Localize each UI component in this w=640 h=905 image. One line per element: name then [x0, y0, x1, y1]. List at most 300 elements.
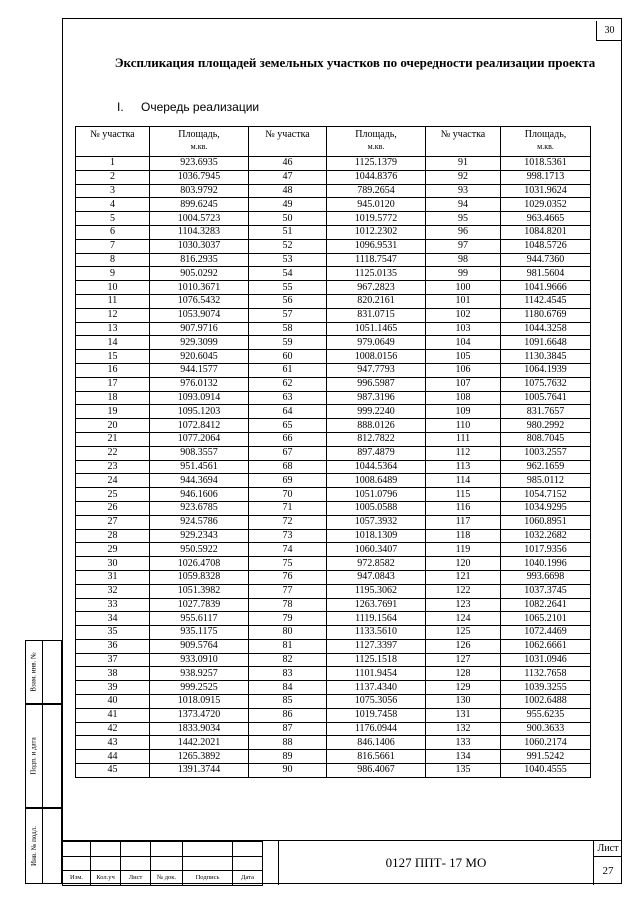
lot-number-cell: 110 — [426, 419, 501, 433]
area-cell: 1031.9624 — [501, 184, 591, 198]
lot-number-cell: 127 — [426, 653, 501, 667]
area-cell: 947.0843 — [327, 570, 426, 584]
area-cell: 981.5604 — [501, 267, 591, 281]
lot-number-cell: 76 — [249, 570, 327, 584]
lot-number-cell: 1 — [76, 157, 150, 171]
area-cell: 1054.7152 — [501, 488, 591, 502]
area-cell: 1044.3258 — [501, 322, 591, 336]
area-cell: 1180.6769 — [501, 308, 591, 322]
lot-number-cell: 11 — [76, 294, 150, 308]
lot-number-cell: 54 — [249, 267, 327, 281]
area-cell: 1051.3982 — [150, 584, 249, 598]
table-row — [76, 308, 591, 322]
table-row — [76, 253, 591, 267]
area-cell: 1051.1465 — [327, 322, 426, 336]
lot-number-cell: 93 — [426, 184, 501, 198]
lot-number-cell: 102 — [426, 308, 501, 322]
table-row — [76, 322, 591, 336]
area-cell: 803.9792 — [150, 184, 249, 198]
lot-number-cell: 86 — [249, 708, 327, 722]
table-row — [76, 750, 591, 764]
lot-number-cell: 56 — [249, 294, 327, 308]
area-cell: 1008.0156 — [327, 350, 426, 364]
lot-number-cell: 135 — [426, 764, 501, 778]
title-block — [62, 840, 622, 884]
area-cell: 945.0120 — [327, 198, 426, 212]
lot-number-cell: 30 — [76, 557, 150, 571]
side-label-signature-date: Подп. и дата — [30, 737, 38, 775]
table-row — [76, 405, 591, 419]
area-cell: 993.6698 — [501, 570, 591, 584]
area-cell: 1037.3745 — [501, 584, 591, 598]
page-number-box: 30 — [596, 21, 622, 41]
lot-number-cell: 10 — [76, 281, 150, 295]
area-cell: 1012.2302 — [327, 225, 426, 239]
area-cell: 1176.0944 — [327, 722, 426, 736]
area-cell: 808.7045 — [501, 432, 591, 446]
area-cell: 1265.3892 — [150, 750, 249, 764]
lot-number-cell: 29 — [76, 543, 150, 557]
lot-number-cell: 98 — [426, 253, 501, 267]
area-cell: 1096.9531 — [327, 239, 426, 253]
lot-number-cell: 62 — [249, 377, 327, 391]
stamp-header-date: Дата — [233, 871, 263, 886]
revision-grid — [62, 841, 263, 886]
area-cell: 1027.7839 — [150, 598, 249, 612]
table-row — [76, 267, 591, 281]
area-cell: 996.5987 — [327, 377, 426, 391]
lot-number-cell: 5 — [76, 212, 150, 226]
table-row — [76, 529, 591, 543]
table-row — [76, 157, 591, 171]
area-cell: 929.3099 — [150, 336, 249, 350]
area-cell: 1391.3744 — [150, 764, 249, 778]
table-body — [76, 157, 591, 778]
table-row — [76, 612, 591, 626]
area-cell: 986.4067 — [327, 764, 426, 778]
area-cell: 831.0715 — [327, 308, 426, 322]
lot-number-cell: 121 — [426, 570, 501, 584]
lot-number-cell: 46 — [249, 157, 327, 171]
lot-number-cell: 75 — [249, 557, 327, 571]
table-row — [76, 488, 591, 502]
lot-number-cell: 81 — [249, 639, 327, 653]
lot-number-cell: 107 — [426, 377, 501, 391]
area-cell: 1060.8951 — [501, 515, 591, 529]
lot-number-cell: 119 — [426, 543, 501, 557]
table-row — [76, 764, 591, 778]
area-cell: 1030.3037 — [150, 239, 249, 253]
lot-number-cell: 60 — [249, 350, 327, 364]
lot-number-cell: 111 — [426, 432, 501, 446]
area-cell: 987.3196 — [327, 391, 426, 405]
area-cell: 1833.9034 — [150, 722, 249, 736]
table-row — [76, 653, 591, 667]
area-cell: 1137.4340 — [327, 681, 426, 695]
lot-number-cell: 97 — [426, 239, 501, 253]
stamp-header-sheet: Лист — [121, 871, 151, 886]
area-cell: 999.2240 — [327, 405, 426, 419]
area-cell: 1019.5772 — [327, 212, 426, 226]
area-cell: 1101.9454 — [327, 667, 426, 681]
header-lot: № участка — [76, 127, 150, 157]
lot-number-cell: 41 — [76, 708, 150, 722]
area-cell: 1019.7458 — [327, 708, 426, 722]
table-header-row — [76, 127, 591, 157]
table-row — [76, 294, 591, 308]
lot-number-cell: 44 — [76, 750, 150, 764]
area-cell: 1053.9074 — [150, 308, 249, 322]
area-cell: 1051.0796 — [327, 488, 426, 502]
lot-number-cell: 25 — [76, 488, 150, 502]
lot-number-cell: 67 — [249, 446, 327, 460]
area-cell: 846.1406 — [327, 736, 426, 750]
area-cell: 1004.5723 — [150, 212, 249, 226]
lot-number-cell: 134 — [426, 750, 501, 764]
area-cell: 933.0910 — [150, 653, 249, 667]
side-cell — [43, 640, 62, 704]
header-lot: № участка — [249, 127, 327, 157]
area-cell: 946.1606 — [150, 488, 249, 502]
lot-number-cell: 84 — [249, 681, 327, 695]
lot-number-cell: 53 — [249, 253, 327, 267]
area-cell: 1018.1309 — [327, 529, 426, 543]
area-cell: 1142.4545 — [501, 294, 591, 308]
area-cell: 1026.4708 — [150, 557, 249, 571]
table-row — [76, 722, 591, 736]
lot-number-cell: 101 — [426, 294, 501, 308]
area-cell: 1104.3283 — [150, 225, 249, 239]
lot-number-cell: 21 — [76, 432, 150, 446]
header-area: Площадь, м.кв. — [150, 127, 249, 157]
lot-number-cell: 69 — [249, 474, 327, 488]
lot-number-cell: 2 — [76, 170, 150, 184]
area-cell: 1127.3397 — [327, 639, 426, 653]
area-cell: 1125.0135 — [327, 267, 426, 281]
lot-number-cell: 43 — [76, 736, 150, 750]
table-row — [76, 432, 591, 446]
side-cell — [43, 808, 62, 884]
area-cell: 888.0126 — [327, 419, 426, 433]
lot-number-cell: 19 — [76, 405, 150, 419]
table-row — [76, 695, 591, 709]
lot-number-cell: 88 — [249, 736, 327, 750]
lot-number-cell: 28 — [76, 529, 150, 543]
area-cell: 816.2935 — [150, 253, 249, 267]
area-cell: 1008.6489 — [327, 474, 426, 488]
lot-number-cell: 32 — [76, 584, 150, 598]
lot-number-cell: 58 — [249, 322, 327, 336]
area-cell: 1118.7547 — [327, 253, 426, 267]
lot-number-cell: 55 — [249, 281, 327, 295]
area-cell: 1133.5610 — [327, 626, 426, 640]
area-cell: 938.9257 — [150, 667, 249, 681]
table-row — [76, 198, 591, 212]
lot-number-cell: 61 — [249, 363, 327, 377]
area-cell: 1040.4555 — [501, 764, 591, 778]
lot-number-cell: 17 — [76, 377, 150, 391]
lot-number-cell: 123 — [426, 598, 501, 612]
table-row — [76, 626, 591, 640]
table-row — [76, 281, 591, 295]
section-title: Очередь реализации — [141, 100, 260, 114]
area-cell: 1119.1564 — [327, 612, 426, 626]
table-row — [76, 570, 591, 584]
area-cell: 944.3694 — [150, 474, 249, 488]
area-cell: 1195.3062 — [327, 584, 426, 598]
area-cell: 1017.9356 — [501, 543, 591, 557]
lot-number-cell: 15 — [76, 350, 150, 364]
lot-number-cell: 40 — [76, 695, 150, 709]
lot-number-cell: 112 — [426, 446, 501, 460]
lot-number-cell: 34 — [76, 612, 150, 626]
area-cell: 1057.3932 — [327, 515, 426, 529]
lot-number-cell: 6 — [76, 225, 150, 239]
area-cell: 1059.8328 — [150, 570, 249, 584]
lot-number-cell: 12 — [76, 308, 150, 322]
lot-number-cell: 125 — [426, 626, 501, 640]
area-cell: 1048.5726 — [501, 239, 591, 253]
lot-number-cell: 130 — [426, 695, 501, 709]
area-cell: 1032.2682 — [501, 529, 591, 543]
lot-number-cell: 106 — [426, 363, 501, 377]
lot-number-cell: 115 — [426, 488, 501, 502]
area-cell: 1044.5364 — [327, 460, 426, 474]
lot-number-cell: 66 — [249, 432, 327, 446]
lot-number-cell: 37 — [76, 653, 150, 667]
area-cell: 955.6117 — [150, 612, 249, 626]
lot-number-cell: 74 — [249, 543, 327, 557]
area-cell: 999.2525 — [150, 681, 249, 695]
area-cell: 1029.0352 — [501, 198, 591, 212]
area-cell: 1263.7691 — [327, 598, 426, 612]
lot-number-cell: 47 — [249, 170, 327, 184]
lot-number-cell: 90 — [249, 764, 327, 778]
lot-number-cell: 91 — [426, 157, 501, 171]
lot-number-cell: 103 — [426, 322, 501, 336]
lot-number-cell: 128 — [426, 667, 501, 681]
lot-number-cell: 133 — [426, 736, 501, 750]
lot-number-cell: 94 — [426, 198, 501, 212]
table-row — [76, 225, 591, 239]
area-cell: 929.2343 — [150, 529, 249, 543]
lot-number-cell: 38 — [76, 667, 150, 681]
table-row — [76, 557, 591, 571]
area-cell: 963.4665 — [501, 212, 591, 226]
area-cell: 812.7822 — [327, 432, 426, 446]
table-row — [76, 239, 591, 253]
lot-number-cell: 18 — [76, 391, 150, 405]
area-cell: 1041.9666 — [501, 281, 591, 295]
table-row — [76, 336, 591, 350]
area-cell: 985.0112 — [501, 474, 591, 488]
area-cell: 1064.1939 — [501, 363, 591, 377]
lot-number-cell: 24 — [76, 474, 150, 488]
lot-number-cell: 35 — [76, 626, 150, 640]
area-table — [75, 126, 591, 778]
lot-number-cell: 71 — [249, 501, 327, 515]
lot-number-cell: 70 — [249, 488, 327, 502]
lot-number-cell: 27 — [76, 515, 150, 529]
lot-number-cell: 114 — [426, 474, 501, 488]
area-cell: 1125.1379 — [327, 157, 426, 171]
lot-number-cell: 63 — [249, 391, 327, 405]
area-cell: 1018.0915 — [150, 695, 249, 709]
area-cell: 899.6245 — [150, 198, 249, 212]
area-cell: 1005.0588 — [327, 501, 426, 515]
lot-number-cell: 99 — [426, 267, 501, 281]
area-cell: 1093.0914 — [150, 391, 249, 405]
table-row — [76, 598, 591, 612]
area-cell: 1084.8201 — [501, 225, 591, 239]
area-cell: 1091.6648 — [501, 336, 591, 350]
lot-number-cell: 22 — [76, 446, 150, 460]
lot-number-cell: 104 — [426, 336, 501, 350]
area-cell: 1095.1203 — [150, 405, 249, 419]
lot-number-cell: 124 — [426, 612, 501, 626]
area-cell: 1132.7658 — [501, 667, 591, 681]
table-row — [76, 667, 591, 681]
header-area: Площадь, м.кв. — [327, 127, 426, 157]
lot-number-cell: 89 — [249, 750, 327, 764]
area-cell: 1036.7945 — [150, 170, 249, 184]
area-cell: 907.9716 — [150, 322, 249, 336]
table-row — [76, 501, 591, 515]
area-cell: 1060.2174 — [501, 736, 591, 750]
area-cell: 1002.6488 — [501, 695, 591, 709]
table-row — [76, 212, 591, 226]
area-cell: 1077.2064 — [150, 432, 249, 446]
area-cell: 955.6235 — [501, 708, 591, 722]
area-cell: 920.6045 — [150, 350, 249, 364]
lot-number-cell: 68 — [249, 460, 327, 474]
area-cell: 1018.5361 — [501, 157, 591, 171]
lot-number-cell: 45 — [76, 764, 150, 778]
area-cell: 831.7657 — [501, 405, 591, 419]
area-cell: 909.5764 — [150, 639, 249, 653]
stamp-header-count: Кол.уч — [91, 871, 121, 886]
lot-number-cell: 80 — [249, 626, 327, 640]
header-lot: № участка — [426, 127, 501, 157]
table-row — [76, 363, 591, 377]
lot-number-cell: 59 — [249, 336, 327, 350]
area-cell: 1060.3407 — [327, 543, 426, 557]
table-row — [76, 377, 591, 391]
header-area: Площадь, м.кв. — [501, 127, 591, 157]
table-row — [76, 170, 591, 184]
lot-number-cell: 3 — [76, 184, 150, 198]
area-cell: 923.6785 — [150, 501, 249, 515]
lot-number-cell: 78 — [249, 598, 327, 612]
lot-number-cell: 129 — [426, 681, 501, 695]
table-row — [76, 584, 591, 598]
lot-number-cell: 8 — [76, 253, 150, 267]
area-cell: 1034.9295 — [501, 501, 591, 515]
lot-number-cell: 16 — [76, 363, 150, 377]
table-row — [76, 184, 591, 198]
lot-number-cell: 96 — [426, 225, 501, 239]
lot-number-cell: 49 — [249, 198, 327, 212]
area-cell: 1373.4720 — [150, 708, 249, 722]
area-cell: 1072.8412 — [150, 419, 249, 433]
area-cell: 1075.3056 — [327, 695, 426, 709]
stamp-header-change: Изм. — [63, 871, 91, 886]
lot-number-cell: 39 — [76, 681, 150, 695]
lot-number-cell: 13 — [76, 322, 150, 336]
table-row — [76, 460, 591, 474]
table-row — [76, 419, 591, 433]
lot-number-cell: 50 — [249, 212, 327, 226]
lot-number-cell: 82 — [249, 653, 327, 667]
area-cell: 1031.0946 — [501, 653, 591, 667]
lot-number-cell: 83 — [249, 667, 327, 681]
area-cell: 1075.7632 — [501, 377, 591, 391]
table-row — [76, 515, 591, 529]
table-row — [76, 736, 591, 750]
area-cell: 1044.8376 — [327, 170, 426, 184]
lot-number-cell: 23 — [76, 460, 150, 474]
area-cell: 998.1713 — [501, 170, 591, 184]
sheet-label: Лист — [594, 841, 622, 857]
area-cell: 1010.3671 — [150, 281, 249, 295]
lot-number-cell: 72 — [249, 515, 327, 529]
lot-number-cell: 95 — [426, 212, 501, 226]
area-cell: 1130.3845 — [501, 350, 591, 364]
area-cell: 1005.7641 — [501, 391, 591, 405]
area-cell: 1003.2557 — [501, 446, 591, 460]
table-row — [76, 543, 591, 557]
lot-number-cell: 126 — [426, 639, 501, 653]
area-cell: 944.7360 — [501, 253, 591, 267]
lot-number-cell: 120 — [426, 557, 501, 571]
area-cell: 967.2823 — [327, 281, 426, 295]
lot-number-cell: 105 — [426, 350, 501, 364]
area-cell: 923.6935 — [150, 157, 249, 171]
table-row — [76, 446, 591, 460]
lot-number-cell: 79 — [249, 612, 327, 626]
side-label-replacement-inv: Взам. инв. № — [30, 652, 39, 692]
sheet-number: 27 — [602, 865, 614, 877]
area-cell: 950.5922 — [150, 543, 249, 557]
area-cell: 962.1659 — [501, 460, 591, 474]
lot-number-cell: 26 — [76, 501, 150, 515]
area-cell: 947.7793 — [327, 363, 426, 377]
area-cell: 816.5661 — [327, 750, 426, 764]
area-cell: 905.0292 — [150, 267, 249, 281]
lot-number-cell: 4 — [76, 198, 150, 212]
side-label-original-inv: Инв. № подл. — [30, 826, 39, 866]
table-row — [76, 639, 591, 653]
lot-number-cell: 65 — [249, 419, 327, 433]
lot-number-cell: 116 — [426, 501, 501, 515]
area-cell: 980.2992 — [501, 419, 591, 433]
document-title: Экспликация площадей земельных участков по очередности реализации проекта — [114, 55, 596, 70]
table-row — [76, 681, 591, 695]
area-cell: 1082.2641 — [501, 598, 591, 612]
lot-number-cell: 14 — [76, 336, 150, 350]
lot-number-cell: 131 — [426, 708, 501, 722]
area-cell: 951.4561 — [150, 460, 249, 474]
table-row — [76, 708, 591, 722]
side-cell — [43, 704, 62, 808]
lot-number-cell: 117 — [426, 515, 501, 529]
lot-number-cell: 51 — [249, 225, 327, 239]
document-code: 0127 ППТ- 17 МО — [278, 841, 594, 885]
lot-number-cell: 113 — [426, 460, 501, 474]
lot-number-cell: 48 — [249, 184, 327, 198]
lot-number-cell: 73 — [249, 529, 327, 543]
area-cell: 1125.1518 — [327, 653, 426, 667]
